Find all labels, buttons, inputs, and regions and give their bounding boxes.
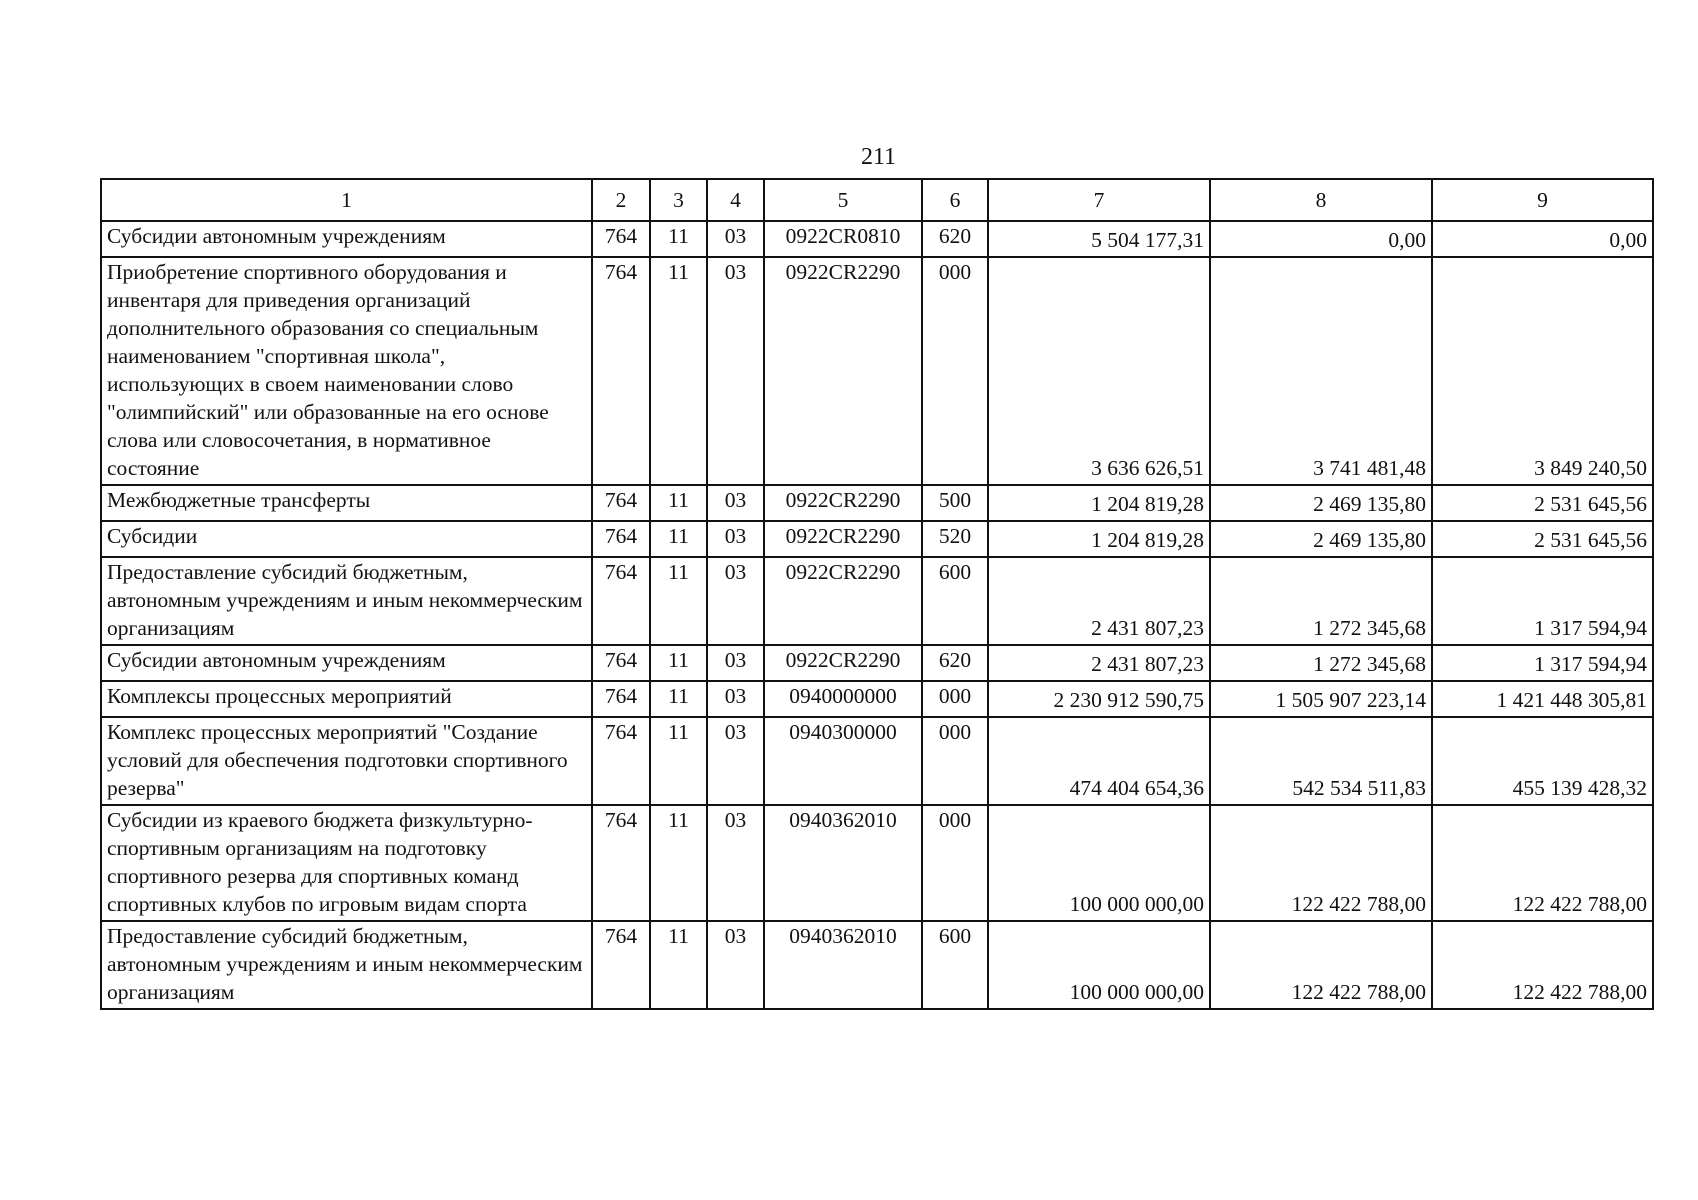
table-row <box>101 645 1653 681</box>
row-amount-col8-cell: 2 469 135,80 <box>1210 485 1432 521</box>
row-expense-type-cell: 620 <box>922 221 988 257</box>
row-ministry-code-cell: 764 <box>592 805 650 921</box>
row-amount-col7-cell: 5 504 177,31 <box>988 221 1210 257</box>
row-amount-col9-cell: 3 849 240,50 <box>1432 257 1653 485</box>
row-amount-col8-cell: 1 505 907 223,14 <box>1210 681 1432 717</box>
header-cell-9: 9 <box>1432 179 1653 221</box>
row-section-cell: 11 <box>650 221 707 257</box>
row-ministry-code-cell: 764 <box>592 717 650 805</box>
row-expense-type-cell: 620 <box>922 645 988 681</box>
row-name-cell: Комплексы процессных мероприятий <box>101 681 592 717</box>
row-amount-col9-cell: 2 531 645,56 <box>1432 521 1653 557</box>
row-expense-type-cell: 500 <box>922 485 988 521</box>
row-amount-col9-cell: 122 422 788,00 <box>1432 805 1653 921</box>
row-target-article-cell: 0922CR0810 <box>764 221 922 257</box>
row-expense-type-cell: 000 <box>922 717 988 805</box>
row-expense-type-cell: 000 <box>922 257 988 485</box>
table-row <box>101 717 1653 805</box>
row-section-cell: 11 <box>650 921 707 1009</box>
row-section-cell: 11 <box>650 557 707 645</box>
table-row <box>101 221 1653 257</box>
row-expense-type-cell: 600 <box>922 557 988 645</box>
row-subsection-cell: 03 <box>707 717 764 805</box>
row-expense-type-cell: 600 <box>922 921 988 1009</box>
header-cell-8: 8 <box>1210 179 1432 221</box>
row-subsection-cell: 03 <box>707 257 764 485</box>
row-target-article-cell: 0922CR2290 <box>764 257 922 485</box>
row-amount-col7-cell: 2 230 912 590,75 <box>988 681 1210 717</box>
row-subsection-cell: 03 <box>707 521 764 557</box>
row-amount-col8-cell: 2 469 135,80 <box>1210 521 1432 557</box>
row-name-cell: Предоставление субсидий бюджетным, автономным учреждениям и иным некоммерческим организациям <box>101 557 592 645</box>
row-amount-col7-cell: 1 204 819,28 <box>988 485 1210 521</box>
row-expense-type-cell: 000 <box>922 805 988 921</box>
row-name-cell: Предоставление субсидий бюджетным, автономным учреждениям и иным некоммерческим организациям <box>101 921 592 1009</box>
row-target-article-cell: 0922CR2290 <box>764 645 922 681</box>
header-cell-4: 4 <box>707 179 764 221</box>
row-section-cell: 11 <box>650 521 707 557</box>
row-ministry-code-cell: 764 <box>592 521 650 557</box>
row-amount-col9-cell: 122 422 788,00 <box>1432 921 1653 1009</box>
row-subsection-cell: 03 <box>707 557 764 645</box>
row-section-cell: 11 <box>650 717 707 805</box>
table-row <box>101 257 1653 485</box>
header-cell-6: 6 <box>922 179 988 221</box>
row-amount-col8-cell: 542 534 511,83 <box>1210 717 1432 805</box>
row-name-cell: Субсидии автономным учреждениям <box>101 221 592 257</box>
table-row <box>101 805 1653 921</box>
row-ministry-code-cell: 764 <box>592 681 650 717</box>
row-amount-col7-cell: 1 204 819,28 <box>988 521 1210 557</box>
table-row <box>101 681 1653 717</box>
row-amount-col9-cell: 0,00 <box>1432 221 1653 257</box>
row-target-article-cell: 0940300000 <box>764 717 922 805</box>
row-amount-col7-cell: 100 000 000,00 <box>988 921 1210 1009</box>
row-subsection-cell: 03 <box>707 921 764 1009</box>
row-amount-col7-cell: 3 636 626,51 <box>988 257 1210 485</box>
row-target-article-cell: 0922CR2290 <box>764 521 922 557</box>
row-amount-col8-cell: 1 272 345,68 <box>1210 557 1432 645</box>
row-target-article-cell: 0940000000 <box>764 681 922 717</box>
row-amount-col9-cell: 2 531 645,56 <box>1432 485 1653 521</box>
table-row <box>101 521 1653 557</box>
row-subsection-cell: 03 <box>707 681 764 717</box>
page-number: 211 <box>860 144 897 170</box>
row-amount-col8-cell: 1 272 345,68 <box>1210 645 1432 681</box>
row-name-cell: Субсидии автономным учреждениям <box>101 645 592 681</box>
row-ministry-code-cell: 764 <box>592 645 650 681</box>
row-target-article-cell: 0940362010 <box>764 805 922 921</box>
row-amount-col8-cell: 3 741 481,48 <box>1210 257 1432 485</box>
row-subsection-cell: 03 <box>707 485 764 521</box>
row-ministry-code-cell: 764 <box>592 485 650 521</box>
row-amount-col9-cell: 1 317 594,94 <box>1432 557 1653 645</box>
row-name-cell: Субсидии <box>101 521 592 557</box>
row-subsection-cell: 03 <box>707 221 764 257</box>
row-name-cell: Межбюджетные трансферты <box>101 485 592 521</box>
row-amount-col8-cell: 122 422 788,00 <box>1210 921 1432 1009</box>
row-amount-col8-cell: 0,00 <box>1210 221 1432 257</box>
row-ministry-code-cell: 764 <box>592 557 650 645</box>
header-cell-2: 2 <box>592 179 650 221</box>
row-section-cell: 11 <box>650 681 707 717</box>
header-cell-7: 7 <box>988 179 1210 221</box>
table-row <box>101 485 1653 521</box>
row-target-article-cell: 0922CR2290 <box>764 557 922 645</box>
row-amount-col9-cell: 455 139 428,32 <box>1432 717 1653 805</box>
header-cell-1: 1 <box>101 179 592 221</box>
row-amount-col7-cell: 2 431 807,23 <box>988 645 1210 681</box>
row-name-cell: Субсидии из краевого бюджета физкультурно-спортивным организациям на подготовку спортивного резерва для спортивных команд спортивных клубов по игровым видам спорта <box>101 805 592 921</box>
row-amount-col9-cell: 1 317 594,94 <box>1432 645 1653 681</box>
row-subsection-cell: 03 <box>707 805 764 921</box>
row-ministry-code-cell: 764 <box>592 921 650 1009</box>
table-row <box>101 921 1653 1009</box>
row-target-article-cell: 0922CR2290 <box>764 485 922 521</box>
row-expense-type-cell: 000 <box>922 681 988 717</box>
row-expense-type-cell: 520 <box>922 521 988 557</box>
row-amount-col7-cell: 474 404 654,36 <box>988 717 1210 805</box>
row-name-cell: Комплекс процессных мероприятий "Создание условий для обеспечения подготовки спортивного резерва" <box>101 717 592 805</box>
row-section-cell: 11 <box>650 805 707 921</box>
row-amount-col8-cell: 122 422 788,00 <box>1210 805 1432 921</box>
table-row <box>101 557 1653 645</box>
row-target-article-cell: 0940362010 <box>764 921 922 1009</box>
row-amount-col9-cell: 1 421 448 305,81 <box>1432 681 1653 717</box>
row-subsection-cell: 03 <box>707 645 764 681</box>
header-cell-5: 5 <box>764 179 922 221</box>
row-amount-col7-cell: 100 000 000,00 <box>988 805 1210 921</box>
row-section-cell: 11 <box>650 257 707 485</box>
row-name-cell: Приобретение спортивного оборудования и инвентаря для приведения организаций дополнительного образования со специальным наименованием "спортивная школа", использующих в своем наименовании слово "олимпийский" или образованные на его основе слова или словосочетания, в нормативное состояние <box>101 257 592 485</box>
budget-table <box>100 178 1654 1010</box>
header-row <box>101 179 1653 221</box>
row-section-cell: 11 <box>650 485 707 521</box>
row-section-cell: 11 <box>650 645 707 681</box>
row-ministry-code-cell: 764 <box>592 257 650 485</box>
row-ministry-code-cell: 764 <box>592 221 650 257</box>
row-amount-col7-cell: 2 431 807,23 <box>988 557 1210 645</box>
header-cell-3: 3 <box>650 179 707 221</box>
